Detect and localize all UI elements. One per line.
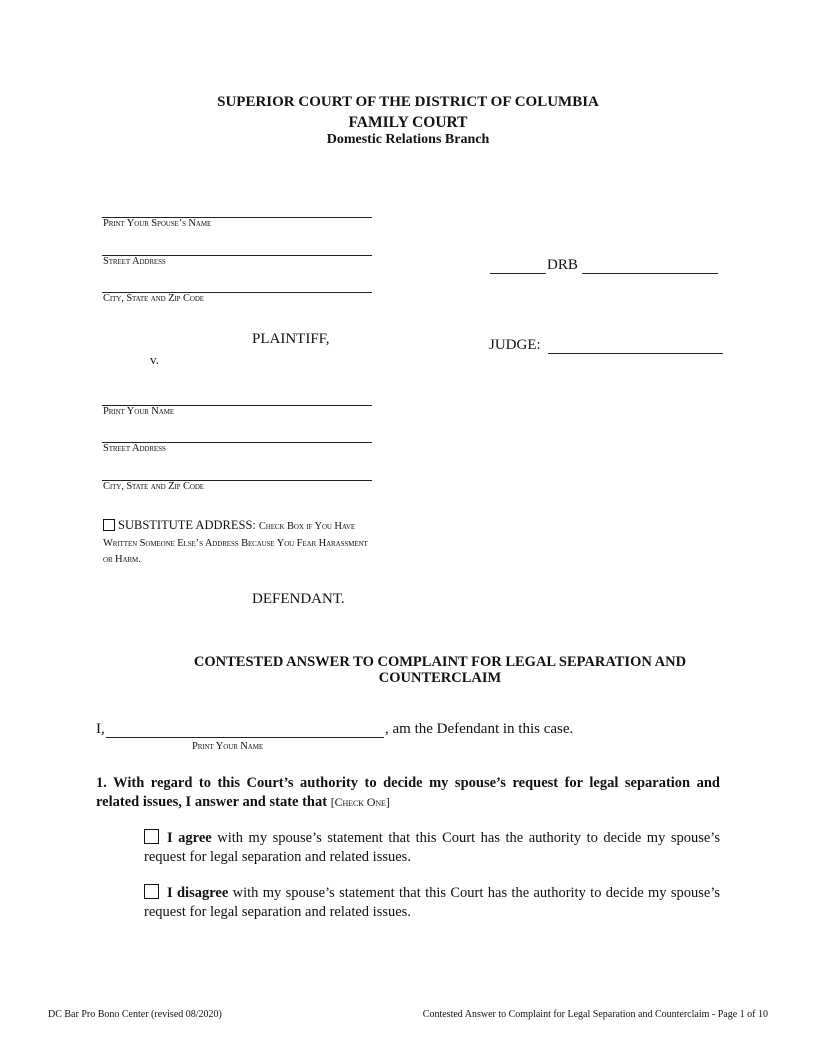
spouse-city-label: City, State and Zip Code bbox=[103, 293, 204, 304]
defendant-city-label: City, State and Zip Code bbox=[103, 481, 204, 492]
disagree-checkbox[interactable] bbox=[144, 884, 159, 899]
agree-checkbox[interactable] bbox=[144, 829, 159, 844]
defendant-street-label: Street Address bbox=[103, 443, 166, 454]
question-1-instruction: [Check One] bbox=[330, 795, 390, 809]
court-branch: Domestic Relations Branch bbox=[326, 132, 490, 147]
court-division: FAMILY COURT bbox=[348, 114, 468, 131]
agree-text: with my spouse’s statement that this Court has the authority to decide my spouse’s request for legal separation and related issues. bbox=[144, 830, 720, 865]
document-title: CONTESTED ANSWER TO COMPLAINT FOR LEGAL SEPARATION AND COUNTERCLAIM bbox=[193, 654, 687, 686]
statement-suffix: , am the Defendant in this case. bbox=[385, 721, 574, 737]
disagree-text: with my spouse’s statement that this Court has the authority to decide my spouse’s request for legal separation and related issues. bbox=[144, 885, 720, 920]
spouse-name-label: Print Your Spouse’s Name bbox=[103, 218, 212, 229]
footer-right: Contested Answer to Complaint for Legal Separation and Counterclaim - Page 1 of 10 bbox=[422, 1009, 768, 1020]
substitute-address bbox=[103, 518, 373, 568]
statement-name-label: Print Your Name bbox=[192, 741, 264, 752]
agree-label: I agree bbox=[167, 830, 212, 846]
substitute-address-note: Check Box if You Have Written Someone Else’s Address Because You Fear Harassment or Harm. bbox=[103, 521, 368, 565]
spouse-street-label: Street Address bbox=[103, 256, 166, 267]
defendant-role: DEFENDANT. bbox=[252, 591, 345, 607]
judge-label: JUDGE: bbox=[489, 337, 541, 353]
question-1-text: 1. With regard to this Court’s authority to decide my spouse’s request for legal separation and related issues, I answer and state that bbox=[96, 775, 720, 810]
plaintiff-role: PLAINTIFF, bbox=[252, 331, 330, 347]
statement-name-line[interactable] bbox=[106, 737, 384, 738]
disagree-label: I disagree bbox=[167, 885, 229, 901]
defendant-name-label: Print Your Name bbox=[103, 406, 175, 417]
drb-prefix-line[interactable] bbox=[490, 273, 546, 274]
footer-left: DC Bar Pro Bono Center (revised 08/2020) bbox=[48, 1009, 222, 1020]
statement-prefix: I, bbox=[96, 721, 105, 737]
substitute-address-title: SUBSTITUTE ADDRESS: bbox=[118, 518, 256, 532]
option-disagree bbox=[144, 884, 720, 922]
substitute-address-checkbox[interactable] bbox=[103, 519, 115, 531]
judge-line[interactable] bbox=[548, 353, 723, 354]
drb-number-line[interactable] bbox=[582, 273, 718, 274]
drb-label: DRB bbox=[547, 257, 578, 273]
question-1 bbox=[96, 774, 720, 812]
option-agree bbox=[144, 829, 720, 867]
court-name: SUPERIOR COURT OF THE DISTRICT OF COLUMBIA bbox=[217, 94, 599, 110]
versus: v. bbox=[150, 352, 159, 367]
